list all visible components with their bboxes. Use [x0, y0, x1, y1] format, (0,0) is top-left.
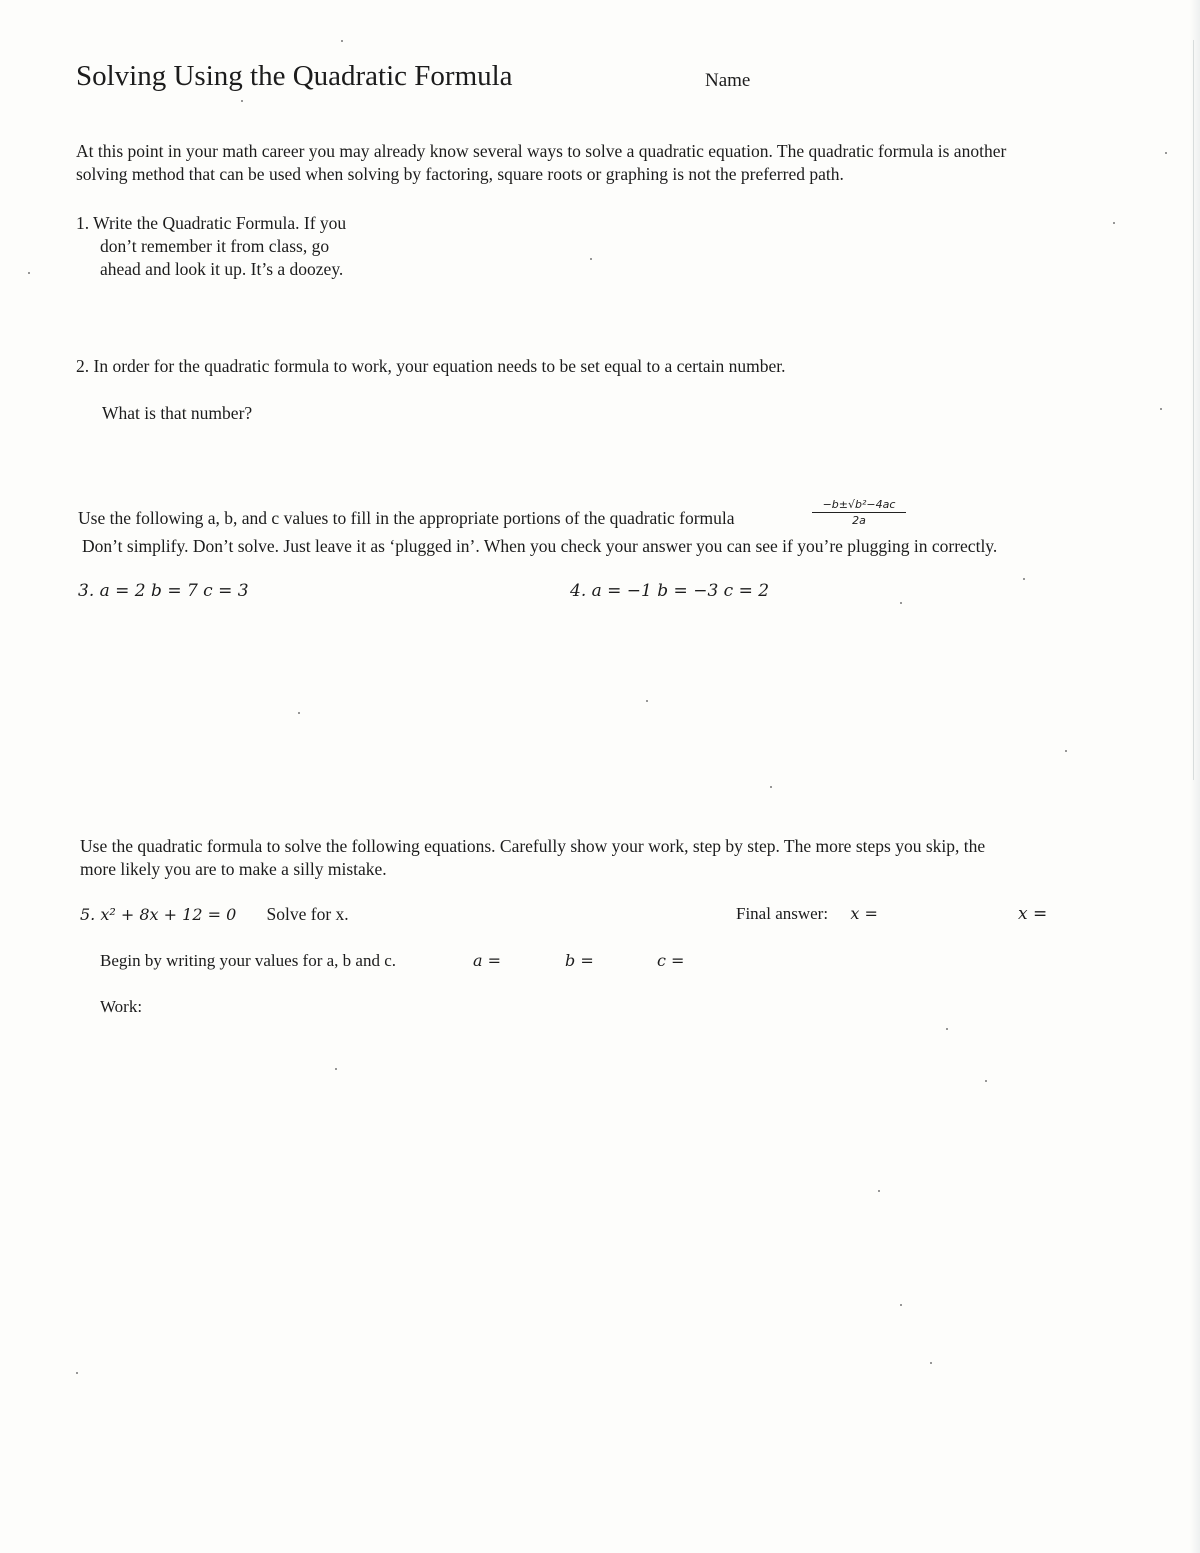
question-2: 2. In order for the quadratic formula to work, your equation needs to be set equal to a certain number. — [76, 356, 786, 376]
scan-speck — [1113, 222, 1115, 224]
question-4: 4. a = −1 b = −3 c = 2 — [570, 581, 770, 601]
scan-speck — [900, 1304, 902, 1306]
question-5 — [80, 904, 349, 925]
plug-in-instruction: Use the following a, b, and c values to fill in the appropriate portions of the quadratic formula — [78, 508, 735, 528]
scan-speck — [930, 1362, 932, 1364]
b-value-label: b = — [565, 951, 594, 970]
worksheet-title: Solving Using the Quadratic Formula — [76, 60, 513, 92]
scan-speck — [590, 258, 592, 260]
scan-speck — [1023, 578, 1025, 580]
question-1-line-3: ahead and look it up. It’s a doozey. — [100, 259, 344, 279]
question-2-followup: What is that number? — [102, 403, 253, 423]
question-3: 3. a = 2 b = 7 c = 3 — [78, 581, 249, 601]
c-value-label: c = — [657, 951, 685, 970]
quadratic-formula-fraction — [812, 498, 906, 527]
scan-speck — [241, 100, 243, 102]
intro-line-2: solving method that can be used when solving by factoring, square roots or graphing is not the preferred path. — [76, 164, 844, 184]
scan-speck — [1065, 750, 1067, 752]
final-answer — [736, 904, 878, 924]
scan-speck — [76, 1372, 78, 1374]
scan-speck — [335, 1068, 337, 1070]
scan-speck — [28, 272, 30, 274]
scan-speck — [946, 1028, 948, 1030]
final-answer-x2: x = — [1018, 904, 1048, 924]
scan-edge — [1190, 0, 1200, 1553]
question-5-equation: 5. x² + 8x + 12 = 0 — [80, 905, 237, 924]
scan-speck — [341, 40, 343, 42]
question-5-instruction: Solve for x. — [266, 904, 349, 924]
scan-edge-line — [1193, 40, 1194, 780]
question-1-line-1: 1. Write the Quadratic Formula. If you — [76, 213, 347, 233]
solve-instruction-line-2: more likely you are to make a silly mistake. — [80, 859, 387, 879]
scan-speck — [1160, 408, 1162, 410]
solve-instruction-line-1: Use the quadratic formula to solve the following equations. Carefully show your work, step by step. The more steps you skip, the — [80, 836, 986, 856]
intro-line-1: At this point in your math career you may already know several ways to solve a quadratic equation. The quadratic formula is another — [76, 141, 1007, 161]
formula-denominator: 2a — [852, 514, 866, 527]
plug-in-note: Don’t simplify. Don’t solve. Just leave it as ‘plugged in’. When you check your answer you can see if you’re plugging in correctly. — [82, 536, 998, 556]
begin-instruction: Begin by writing your values for a, b and c. — [100, 951, 397, 970]
name-label: Name — [705, 70, 751, 91]
scan-speck — [646, 700, 648, 702]
final-answer-x1: x = — [850, 904, 878, 923]
formula-numerator: −b±√b²−4ac — [812, 498, 906, 513]
final-answer-label: Final answer: — [736, 904, 829, 923]
scan-speck — [985, 1080, 987, 1082]
scan-speck — [900, 602, 902, 604]
question-1-line-2: don’t remember it from class, go — [100, 236, 330, 256]
work-label: Work: — [100, 997, 143, 1016]
question-1 — [76, 212, 346, 281]
a-value-label: a = — [473, 951, 502, 970]
scan-speck — [1165, 152, 1167, 154]
scan-speck — [298, 712, 300, 714]
scan-speck — [878, 1190, 880, 1192]
intro-paragraph — [76, 140, 1006, 186]
scan-speck — [770, 786, 772, 788]
